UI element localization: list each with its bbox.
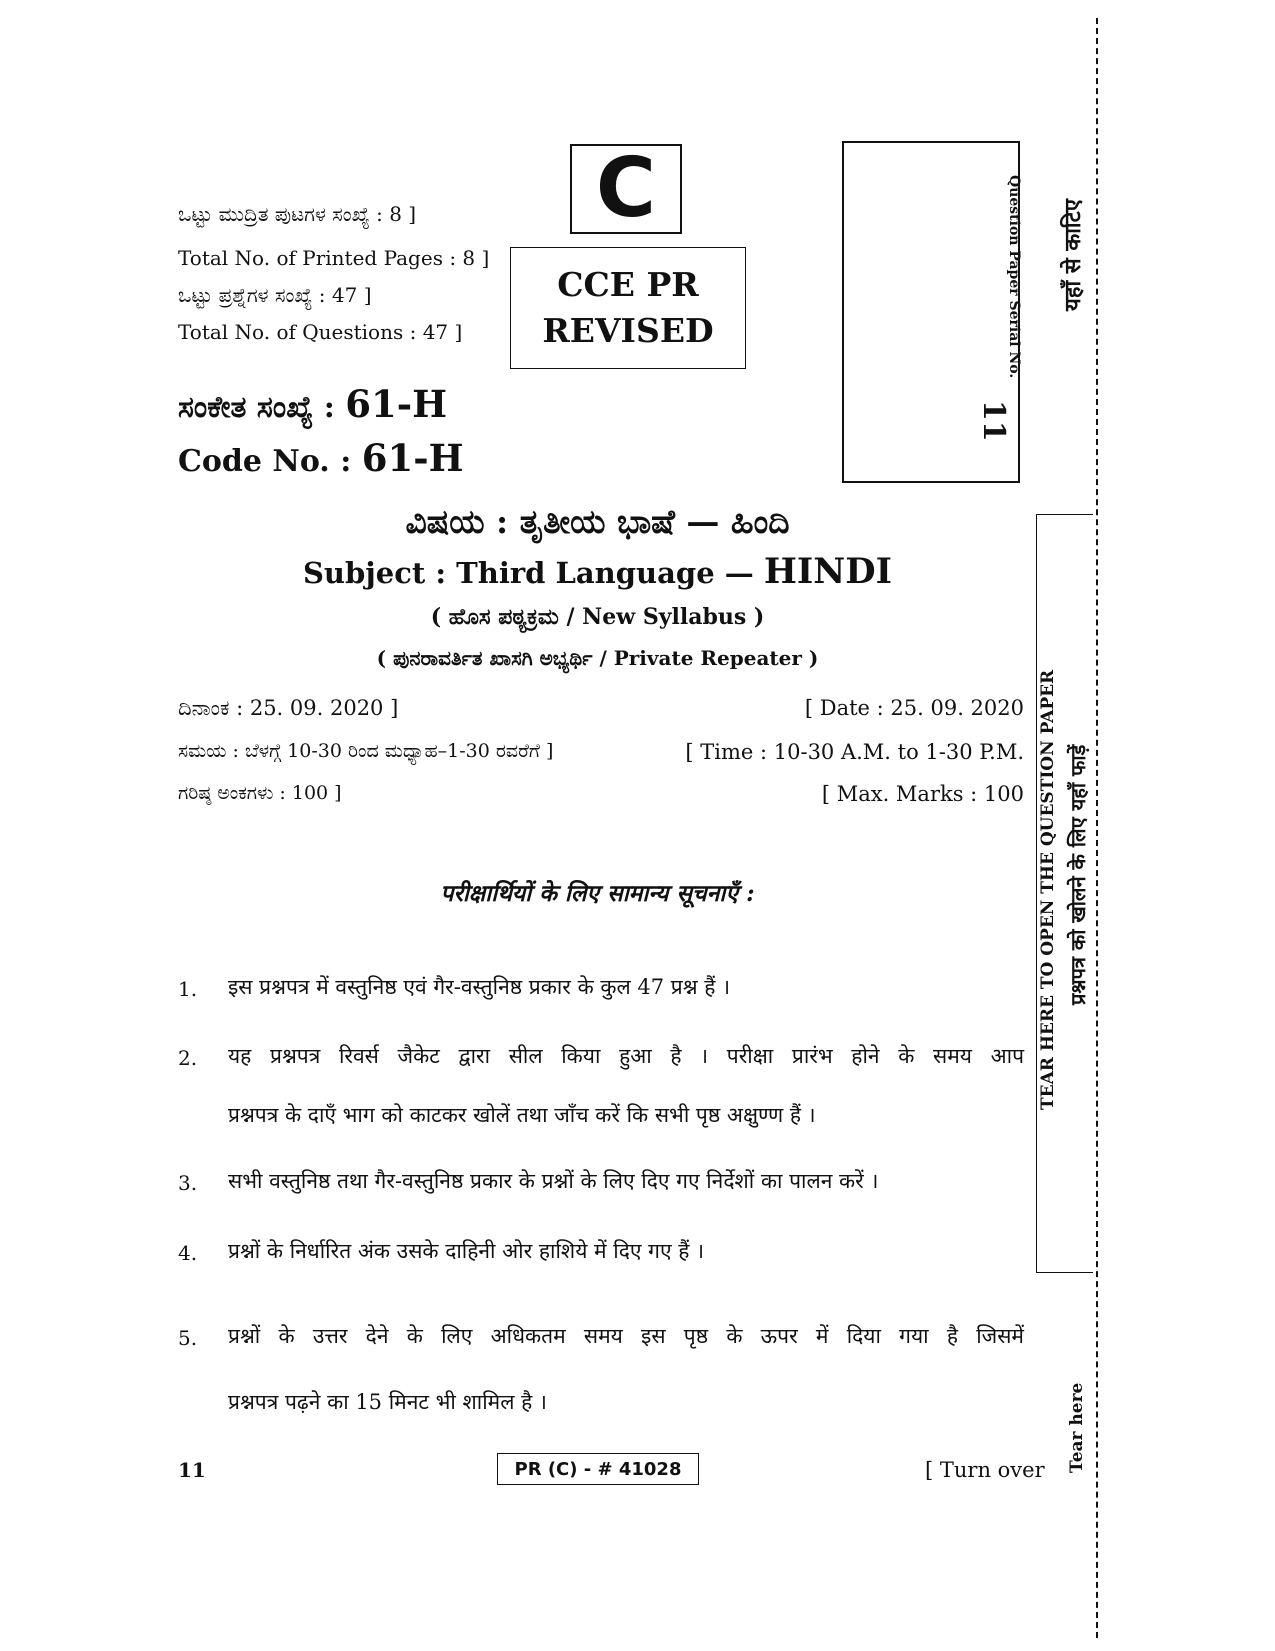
cut-here-label: यहाँ से काटिए [1060,199,1086,311]
printed-pages-kn: ಒಟ್ಟು ಮುದ್ರಿತ ಪುಟಗಳ ಸಂಖ್ಯೆ : 8 ] [178,202,417,226]
subject-kn: ವಿಷಯ : ತೃತೀಯ ಭಾಷೆ — ಹಿಂದಿ [405,502,790,541]
syllabus-line: ( ಹೊಸ ಪಠ್ಯಕ್ರಮ / New Syllabus ) [430,604,765,630]
instruction-number: 3. [178,1171,198,1195]
marks-en: [ Max. Marks : 100 [821,782,1024,806]
code-en-label: Code No. : [178,444,352,479]
footer-page-code: 11 [178,1458,206,1482]
instruction-text: यह प्रश्नपत्र रिवर्स जैकेट द्वारा सील किया हुआ है । परीक्षा प्रारंभ होने के समय आप [228,1044,1024,1068]
paper-version-letter: C [595,141,657,236]
total-questions-kn: ಒಟ್ಟು ಪ್ರಶ್ನೆಗಳ ಸಂಖ್ಯೆ : 47 ] [178,283,372,307]
instruction-number: 5. [178,1326,198,1350]
repeater-line: ( ಪುನರಾವರ್ತಿತ ಖಾಸಗಿ ಅಭ್ಯರ್ಥಿ / Private Repeater ) [376,646,819,670]
code-kn-label: ಸಂಕೇತ ಸಂಖ್ಯೆ : [178,390,335,425]
tear-here-hi-label: प्रश्नपत्र को खोलने के लिए यहाँ फाड़ें [1066,744,1090,1006]
subject-en [170,551,1025,592]
subject-en-prefix: Subject : Third Language — [302,556,754,590]
code-number-en [178,436,464,480]
instruction-number: 4. [178,1241,198,1265]
turn-over-label: [ Turn over [925,1458,1045,1482]
instruction-number: 1. [178,977,198,1001]
instruction-text-continued: प्रश्नपत्र के दाएँ भाग को काटकर खोलें तथा जाँच करें कि सभी पृष्ठ अक्षुण्ण हैं । [228,1103,816,1127]
instructions-title: परीक्षार्थियों के लिए सामान्य सूचनाएँ : [440,880,755,907]
tear-dashed-line [1096,18,1098,1638]
paper-version-box [570,141,682,236]
instruction-text-continued: प्रश्नपत्र पढ़ने का 15 मिनट भी शामिल है । [228,1390,547,1414]
date-en: [ Date : 25. 09. 2020 [804,696,1024,720]
instruction-text: प्रश्नों के उत्तर देने के लिए अधिकतम समय इस पृष्ठ के ऊपर में दिया गया है जिसमें [228,1324,1024,1348]
subject-language: HINDI [763,551,893,592]
instruction-text: सभी वस्तुनिष्ठ तथा गैर-वस्तुनिष्ठ प्रकार के प्रश्नों के लिए दिए गए निर्देशों का पालन करें । [228,1169,879,1193]
time-kn: ಸಮಯ : ಬೆಳಗ್ಗೆ 10-30 ರಿಂದ ಮಧ್ಯಾಹ–1-30 ರವರೆಗೆ ] [178,740,554,762]
time-en: [ Time : 10-30 A.M. to 1-30 P.M. [685,740,1024,764]
instruction-number: 2. [178,1046,198,1070]
code-kn-value: 61-H [345,382,448,426]
footer-paper-id-box [497,1453,699,1485]
printed-pages-en: Total No. of Printed Pages : 8 ] [178,246,490,270]
footer-paper-id: PR (C) - # 41028 [514,1458,682,1480]
serial-number-value: 11 [976,400,1011,442]
cce-line-1: CCE PR [557,265,699,304]
tear-here-en-label: TEAR HERE TO OPEN THE QUESTION PAPER [1038,669,1058,1111]
cce-pr-box [510,247,746,369]
instruction-text: इस प्रश्नपत्र में वस्तुनिष्ठ एवं गैर-वस्तुनिष्ठ प्रकार के कुल 47 प्रश्न हैं । [228,975,731,999]
total-questions-en: Total No. of Questions : 47 ] [178,320,463,344]
code-en-value: 61-H [361,436,464,480]
tear-here-label: Tear here [1067,1382,1087,1474]
marks-kn: ಗರಿಷ್ಠ ಅಂಕಗಳು : 100 ] [178,782,342,804]
instruction-text: प्रश्नों के निर्धारित अंक उसके दाहिनी ओर हाशिये में दिए गए हैं । [228,1239,705,1263]
cce-line-2: REVISED [542,311,714,350]
date-kn: ದಿನಾಂಕ : 25. 09. 2020 ] [178,696,399,720]
serial-number-label: Question Paper Serial No. [1006,175,1022,379]
code-number-kn [178,382,447,426]
